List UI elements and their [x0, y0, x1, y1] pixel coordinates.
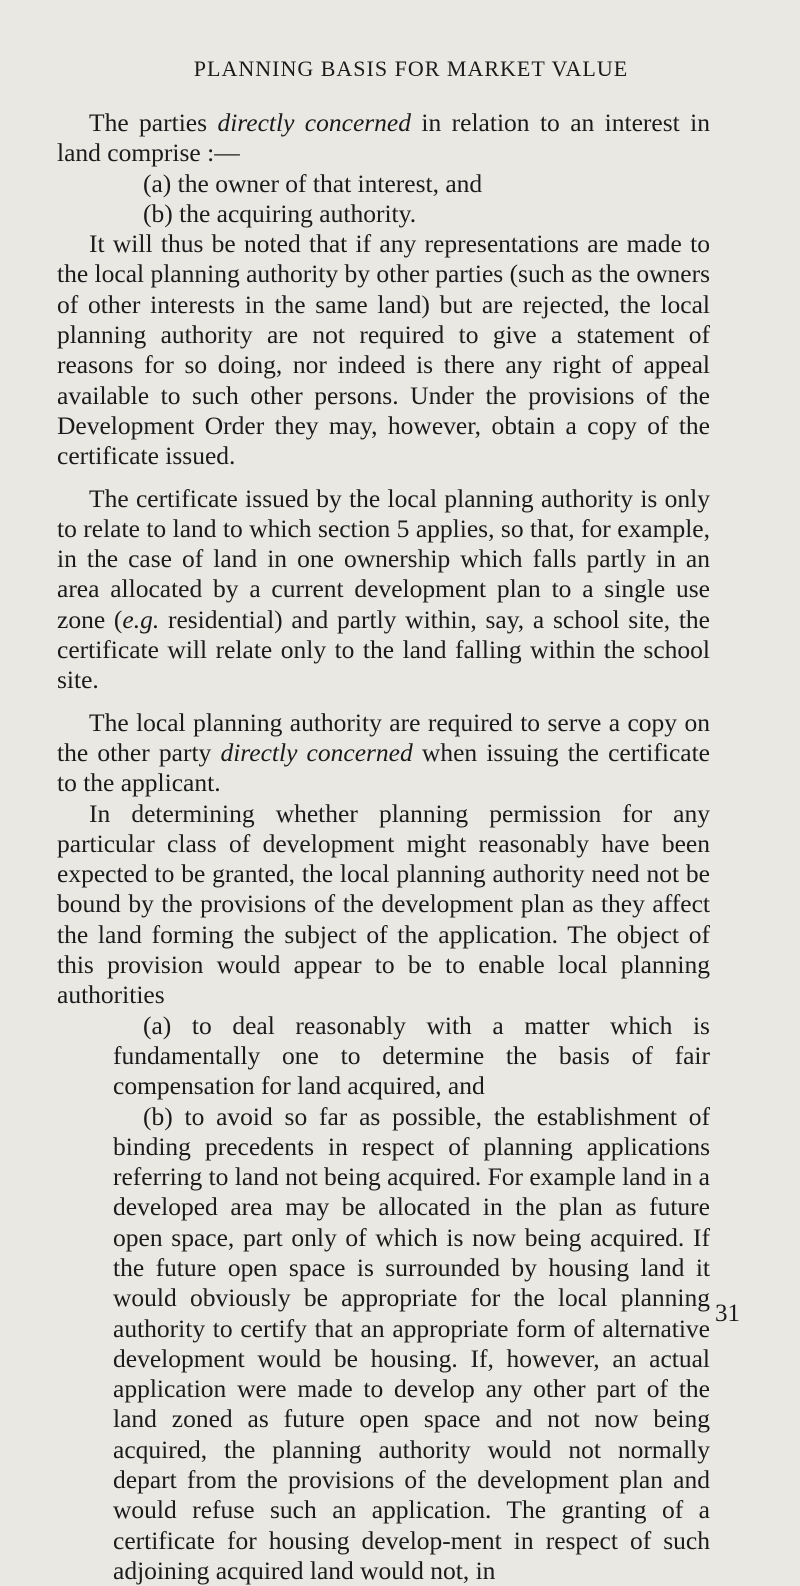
list-item: (a) to deal reasonably with a matter which is fundamentally one to determine the basis of fair compensation for land acquired, and	[57, 1011, 710, 1102]
text-run: The certificate issued by the local planning authority is only to relate to land to which section 5 applies, so that, for example, in the case of land in one ownership which falls partly in an area allocated by a current development plan to a single use zone (	[57, 484, 710, 634]
text-run: residential) and partly within, say, a school site, the certificate will relate only to the land falling within the school site.	[57, 605, 710, 695]
list-item: (a) the owner of that interest, and	[57, 169, 710, 199]
paragraph-determining: In determining whether planning permission for any particular class of development might reasonably have been expected to be granted, the local planning authority need not be bound by the provisions of the development plan as they affect the land forming the subject of the application. The object of this provision would appear to be to enable local planning authorities	[57, 799, 710, 1011]
text-run: in relation to an interest in land comprise :—	[57, 108, 710, 167]
emphasis: directly concerned	[217, 108, 411, 137]
text-run: The local planning authority are required to serve a copy on the other party	[57, 708, 710, 767]
paragraph-parties	[57, 108, 710, 169]
page-number: 31	[715, 1300, 740, 1328]
paragraph-representations: It will thus be noted that if any representations are made to the local planning authority by other parties (such as the owners of other interests in the same land) but are rejected, the local planning authority are not required to give a statement of reasons for so doing, nor indeed is there any right of appeal available to such other persons. Under the provisions of the Development Order they may, however, obtain a copy of the certificate issued.	[57, 229, 710, 471]
paragraph-serve-copy	[57, 708, 710, 799]
running-header: PLANNING BASIS FOR MARKET VALUE	[112, 58, 710, 80]
text-run: The parties	[89, 108, 217, 137]
paragraph-certificate	[57, 484, 710, 696]
emphasis: directly concerned	[220, 738, 412, 767]
text-run: when issuing the certificate to the applicant.	[57, 738, 710, 797]
list-item: (b) to avoid so far as possible, the establishment of binding precedents in respect of planning applications referring to land not being acquired. For example land in a developed area may be allocated in the plan as future open space, part only of which is now being acquired. If the future open space is surrounded by housing land it would obviously be appropriate for the local planning authority to certify that an appropriate form of alternative development would be housing. If, however, an actual application were made to develop any other part of the land zoned as future open space and not now being acquired, the planning authority would not normally depart from the provisions of the development plan and would refuse such an application. The granting of a certificate for housing develop-ment in respect of such adjoining acquired land would not, in	[57, 1102, 710, 1586]
list-item: (b) the acquiring authority.	[57, 199, 710, 229]
emphasis: e.g.	[122, 605, 159, 634]
